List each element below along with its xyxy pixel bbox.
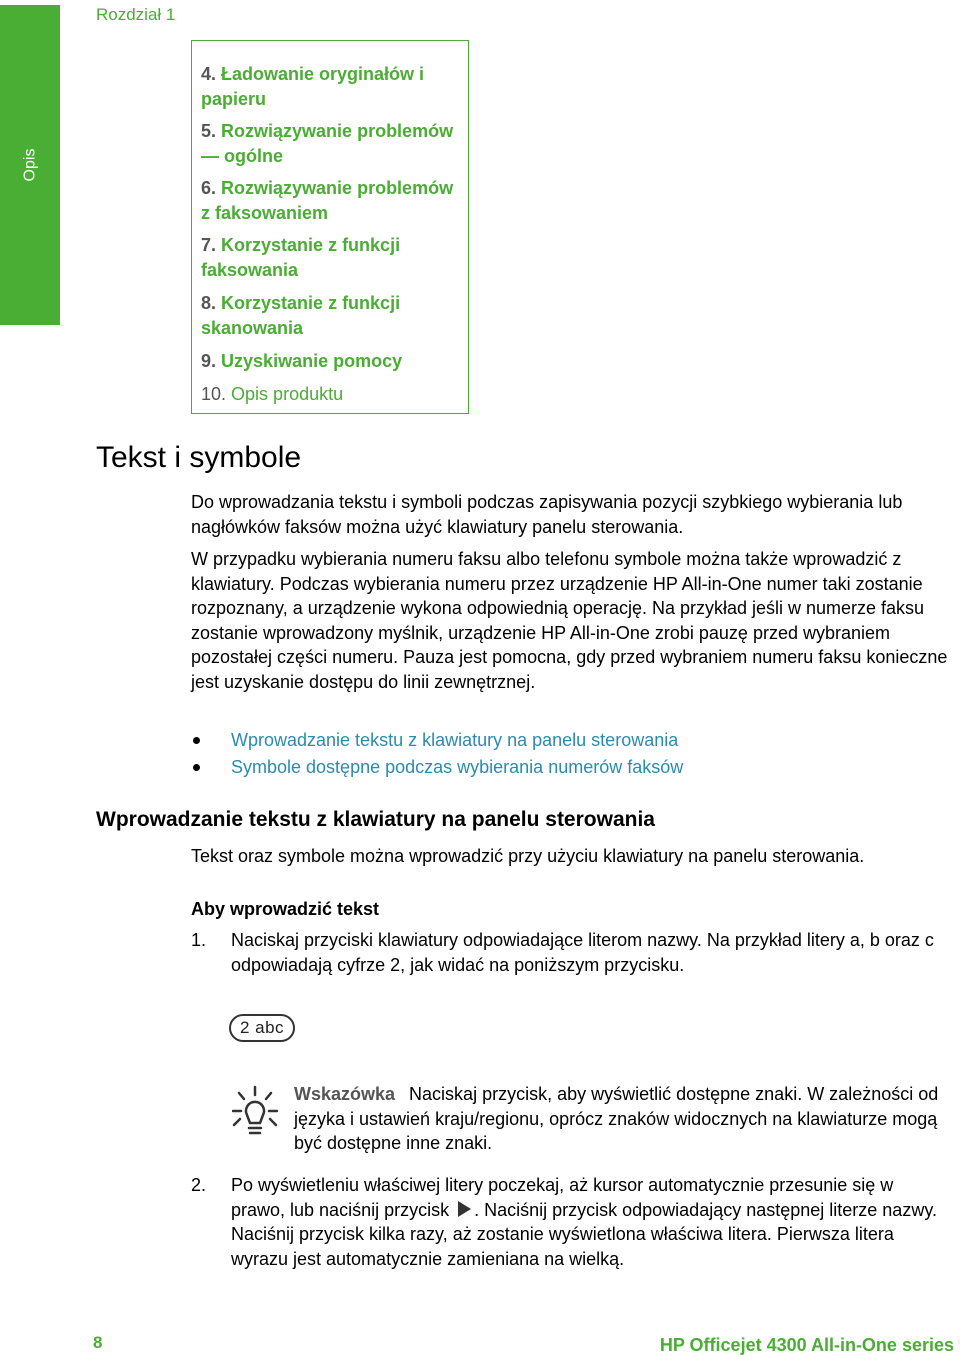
keypad-button-2: 2 abc <box>229 1014 295 1042</box>
toc-number: 8. <box>201 293 217 313</box>
toc-label: Opis produktu <box>231 384 344 404</box>
section-title: Tekst i symbole <box>96 441 302 474</box>
step-number: 1. <box>191 930 207 950</box>
section-paragraph: W przypadku wybierania numeru faksu albo telefonu symbole można także wprowadzić z klawiatury. Podczas wybierania numeru przez urządzenie HP All-in-One numer taki zostanie rozpoznany, a urządzenie wykona odpowiednią operację. Na przykład jeśli w numerze faksu zostanie wprowadzony myślnik, urządzenie HP All-in-One zrobi pauzę przed wybraniem pozostałej części numeru. Pauza jest pomocna, gdy przed wybraniem numeru faksu konieczne jest uzyskanie dostępu do linii zewnętrznej. <box>191 549 948 692</box>
step-number: 2. <box>191 1175 207 1195</box>
product-name: HP Officejet 4300 All-in-One series <box>659 1335 954 1355</box>
page-number: 8 <box>93 1333 103 1352</box>
toc-item[interactable] <box>201 119 463 168</box>
link-text-entry[interactable]: Wprowadzanie tekstu z klawiatury na panelu sterowania <box>191 727 683 754</box>
link-list <box>191 727 683 781</box>
subsection-title: Wprowadzanie tekstu z klawiatury na panelu sterowania <box>96 808 655 831</box>
toc-item-current[interactable] <box>201 382 463 407</box>
toc-label: Rozwiązywanie problemów — ogólne <box>201 121 454 166</box>
side-tab <box>0 5 60 325</box>
toc-item[interactable] <box>201 349 463 374</box>
toc-number: 7. <box>201 235 217 255</box>
step-text-part: . Naciśnij przycisk odpowiadający następnej literze nazwy. Naciśnij przycisk kilka razy, aż zostanie wyświetlona właściwa litera. Pierwsza litera wyrazu jest automatycznie zamieniana na wielką. <box>231 1199 937 1269</box>
subsection-intro: Tekst oraz symbole można wprowadzić przy użyciu klawiatury na panelu sterowania. <box>191 846 865 866</box>
section-paragraph: Do wprowadzania tekstu i symboli podczas zapisywania pozycji szybkiego wybierania lub nagłówków faksów można użyć klawiatury panelu sterowania. <box>191 492 903 537</box>
tip-label: Wskazówka <box>294 1084 396 1104</box>
toc-number: 9. <box>201 351 217 371</box>
toc-item[interactable] <box>201 291 463 340</box>
toc-label: Uzyskiwanie pomocy <box>221 351 403 371</box>
step-text <box>231 1173 951 1271</box>
toc-label: Rozwiązywanie problemów z faksowaniem <box>201 178 454 223</box>
toc-label: Korzystanie z funkcji faksowania <box>201 235 401 280</box>
procedure-title: Aby wprowadzić tekst <box>191 899 380 919</box>
toc-label: Ładowanie oryginałów i papieru <box>201 64 425 109</box>
toc-number: 6. <box>201 178 217 198</box>
toc-item[interactable] <box>201 233 463 282</box>
side-tab-label: Opis <box>21 148 38 182</box>
toc-box <box>191 40 469 414</box>
toc-number: 10. <box>201 384 227 404</box>
step-text-part: Po wyświetleniu właściwej litery poczekaj, aż kursor automatycznie przesunie się w prawo, lub naciśnij przycisk <box>231 1175 894 1220</box>
right-arrow-icon <box>458 1201 471 1217</box>
lightbulb-icon <box>232 1085 278 1141</box>
toc-item[interactable] <box>201 176 463 225</box>
tip-text: Naciskaj przycisk, aby wyświetlić dostępne znaki. W zależności od języka i ustawień kraju/regionu, oprócz znaków widocznych na klawiaturze mogą być dostępne inne znaki. <box>294 1084 939 1153</box>
toc-label: Korzystanie z funkcji skanowania <box>201 293 401 338</box>
step-1 <box>191 928 951 977</box>
tip-note <box>294 1082 954 1156</box>
toc-number: 5. <box>201 121 217 141</box>
step-text: Naciskaj przyciski klawiatury odpowiadające literom nazwy. Na przykład litery a, b oraz c odpowiadają cyfrze 2, jak widać na poniższym przycisku. <box>231 930 934 975</box>
toc-item[interactable] <box>201 62 463 111</box>
step-2 <box>191 1173 951 1271</box>
chapter-label: Rozdział 1 <box>96 5 176 24</box>
link-fax-symbols[interactable]: Symbole dostępne podczas wybierania numerów faksów <box>191 754 683 781</box>
toc-number: 4. <box>201 64 217 84</box>
